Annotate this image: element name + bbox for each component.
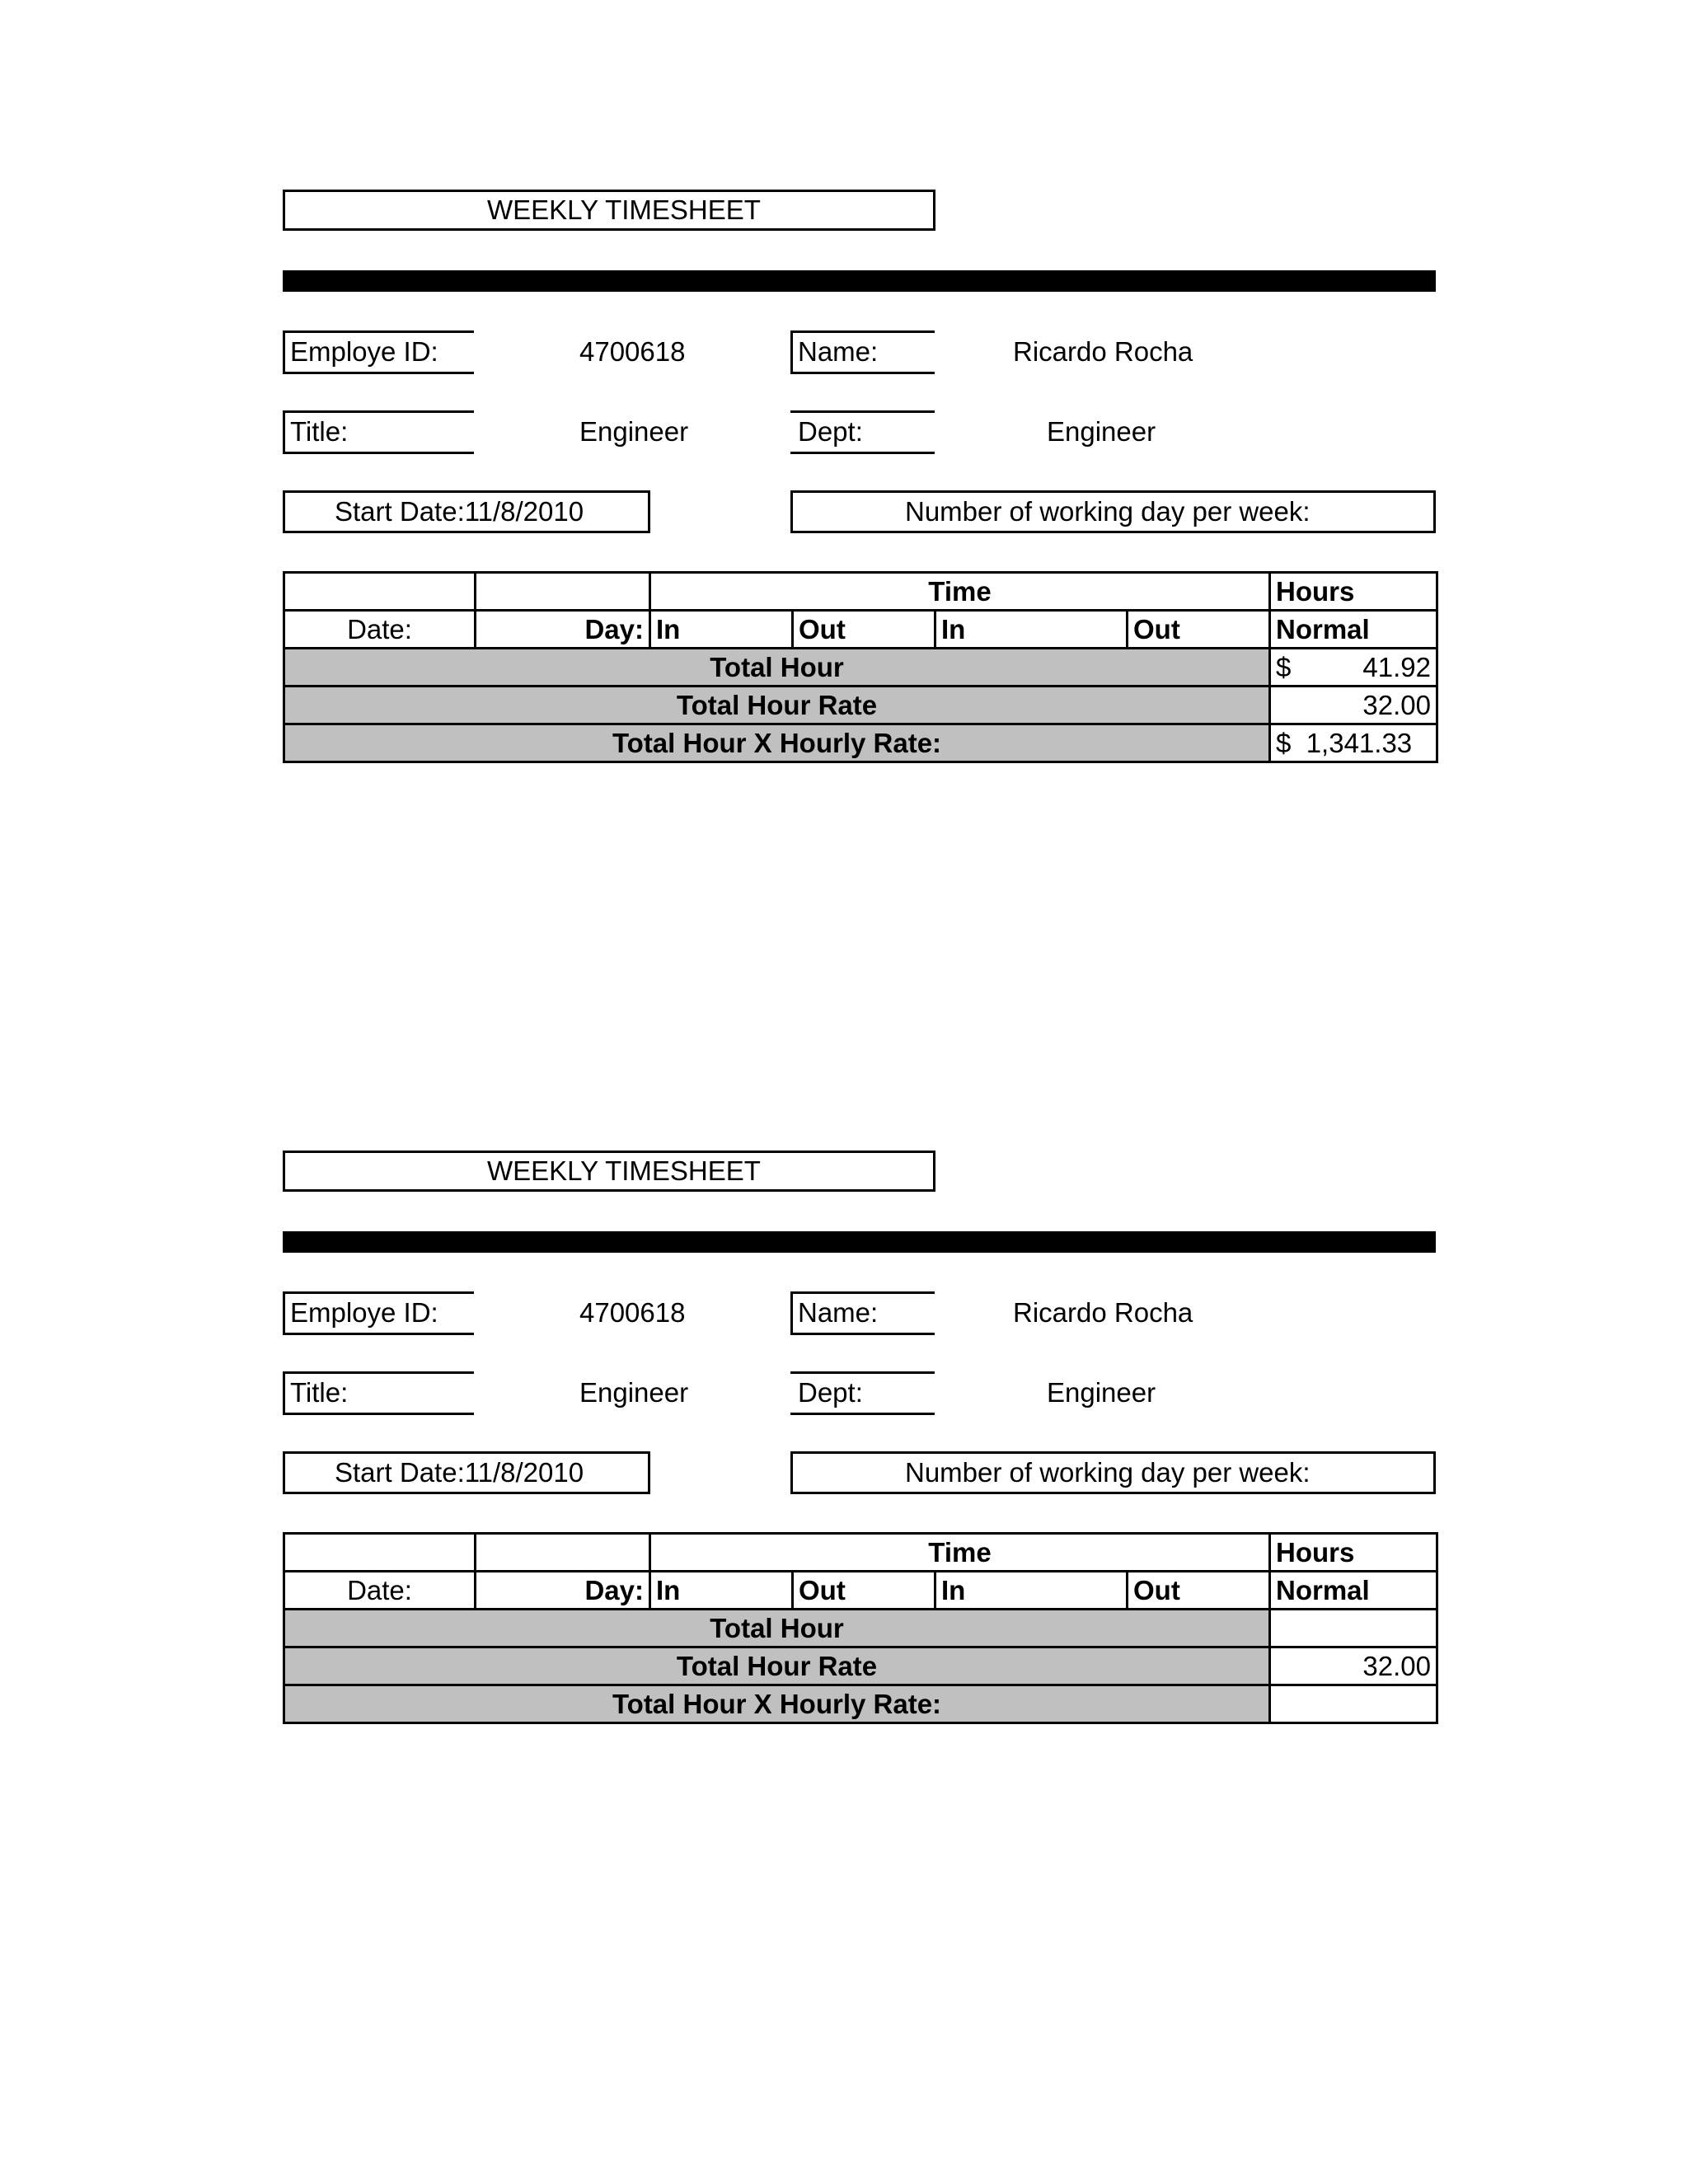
title-label: Title: xyxy=(283,410,474,454)
dept-value: Engineer xyxy=(1047,416,1156,447)
dept-value: Engineer xyxy=(1047,1377,1156,1408)
date-header-top xyxy=(284,1534,476,1572)
time-header: Time xyxy=(650,573,1270,611)
employee-name-value: Ricardo Rocha xyxy=(1013,1297,1193,1328)
employee-id-label: Employe ID: xyxy=(283,330,474,374)
total-rate-row xyxy=(284,1647,1437,1685)
header-bar xyxy=(283,1231,1436,1253)
job-title-value: Engineer xyxy=(579,416,689,447)
in2-header: In xyxy=(935,1572,1128,1610)
total-pay-row xyxy=(284,1685,1437,1723)
header-bar xyxy=(283,270,1436,292)
total-rate-label: Total Hour Rate xyxy=(284,1647,1270,1685)
day-header: Day: xyxy=(476,611,650,649)
sheet-title: WEEKLY TIMESHEET xyxy=(283,190,935,231)
out1-header: Out xyxy=(793,611,935,649)
header-row-2 xyxy=(284,1572,1437,1610)
working-days-label: Number of working day per week: xyxy=(790,490,1436,533)
dept-label: Dept: xyxy=(790,1371,935,1415)
total-hour-row xyxy=(284,649,1437,687)
total-pay-row xyxy=(284,724,1437,762)
out1-header: Out xyxy=(793,1572,935,1610)
day-header-top xyxy=(476,573,650,611)
total-hour-value: $ 41.92 xyxy=(1270,649,1437,687)
timesheet-table xyxy=(283,571,1438,763)
day-header-top xyxy=(476,1534,650,1572)
in1-header: In xyxy=(650,611,793,649)
dept-label: Dept: xyxy=(790,410,935,454)
out2-header: Out xyxy=(1128,611,1270,649)
in1-header: In xyxy=(650,1572,793,1610)
hours-header: Hours xyxy=(1270,1534,1437,1572)
sheet-title: WEEKLY TIMESHEET xyxy=(283,1151,935,1192)
header-row-1 xyxy=(284,573,1437,611)
total-hour-row xyxy=(284,1610,1437,1647)
employee-name-value: Ricardo Rocha xyxy=(1013,336,1193,367)
timesheet-2 xyxy=(0,961,1688,1925)
normal-header: Normal xyxy=(1270,611,1437,649)
normal-header: Normal xyxy=(1270,1572,1437,1610)
date-header-top xyxy=(284,573,476,611)
total-rate-value: 32.00 xyxy=(1270,1647,1437,1685)
total-hour-label: Total Hour xyxy=(284,649,1270,687)
total-rate-row xyxy=(284,687,1437,724)
hours-header: Hours xyxy=(1270,573,1437,611)
total-rate-value: 32.00 xyxy=(1270,687,1437,724)
employee-id-label: Employe ID: xyxy=(283,1291,474,1335)
total-pay-label: Total Hour X Hourly Rate: xyxy=(284,724,1270,762)
date-header: Date: xyxy=(284,611,476,649)
start-date: Start Date:11/8/2010 xyxy=(283,1451,650,1494)
total-hour-value xyxy=(1270,1610,1437,1647)
time-header: Time xyxy=(650,1534,1270,1572)
name-label: Name: xyxy=(790,1291,935,1335)
day-header: Day: xyxy=(476,1572,650,1610)
header-row-2 xyxy=(284,611,1437,649)
total-pay-currency: $ xyxy=(1276,727,1292,758)
total-pay-label: Total Hour X Hourly Rate: xyxy=(284,1685,1270,1723)
total-pay-value: $ 1,341.33 xyxy=(1270,724,1437,762)
job-title-value: Engineer xyxy=(579,1377,689,1408)
in2-header: In xyxy=(935,611,1128,649)
name-label: Name: xyxy=(790,330,935,374)
working-days-label: Number of working day per week: xyxy=(790,1451,1436,1494)
out2-header: Out xyxy=(1128,1572,1270,1610)
timesheet-table xyxy=(283,1532,1438,1724)
employee-id-value: 4700618 xyxy=(579,336,686,367)
total-pay-value xyxy=(1270,1685,1437,1723)
employee-id-value: 4700618 xyxy=(579,1297,686,1328)
total-hour-currency: $ xyxy=(1276,651,1292,682)
timesheet-1 xyxy=(0,0,1688,964)
date-header: Date: xyxy=(284,1572,476,1610)
title-label: Title: xyxy=(283,1371,474,1415)
total-rate-label: Total Hour Rate xyxy=(284,687,1270,724)
start-date: Start Date:11/8/2010 xyxy=(283,490,650,533)
header-row-1 xyxy=(284,1534,1437,1572)
total-hour-label: Total Hour xyxy=(284,1610,1270,1647)
